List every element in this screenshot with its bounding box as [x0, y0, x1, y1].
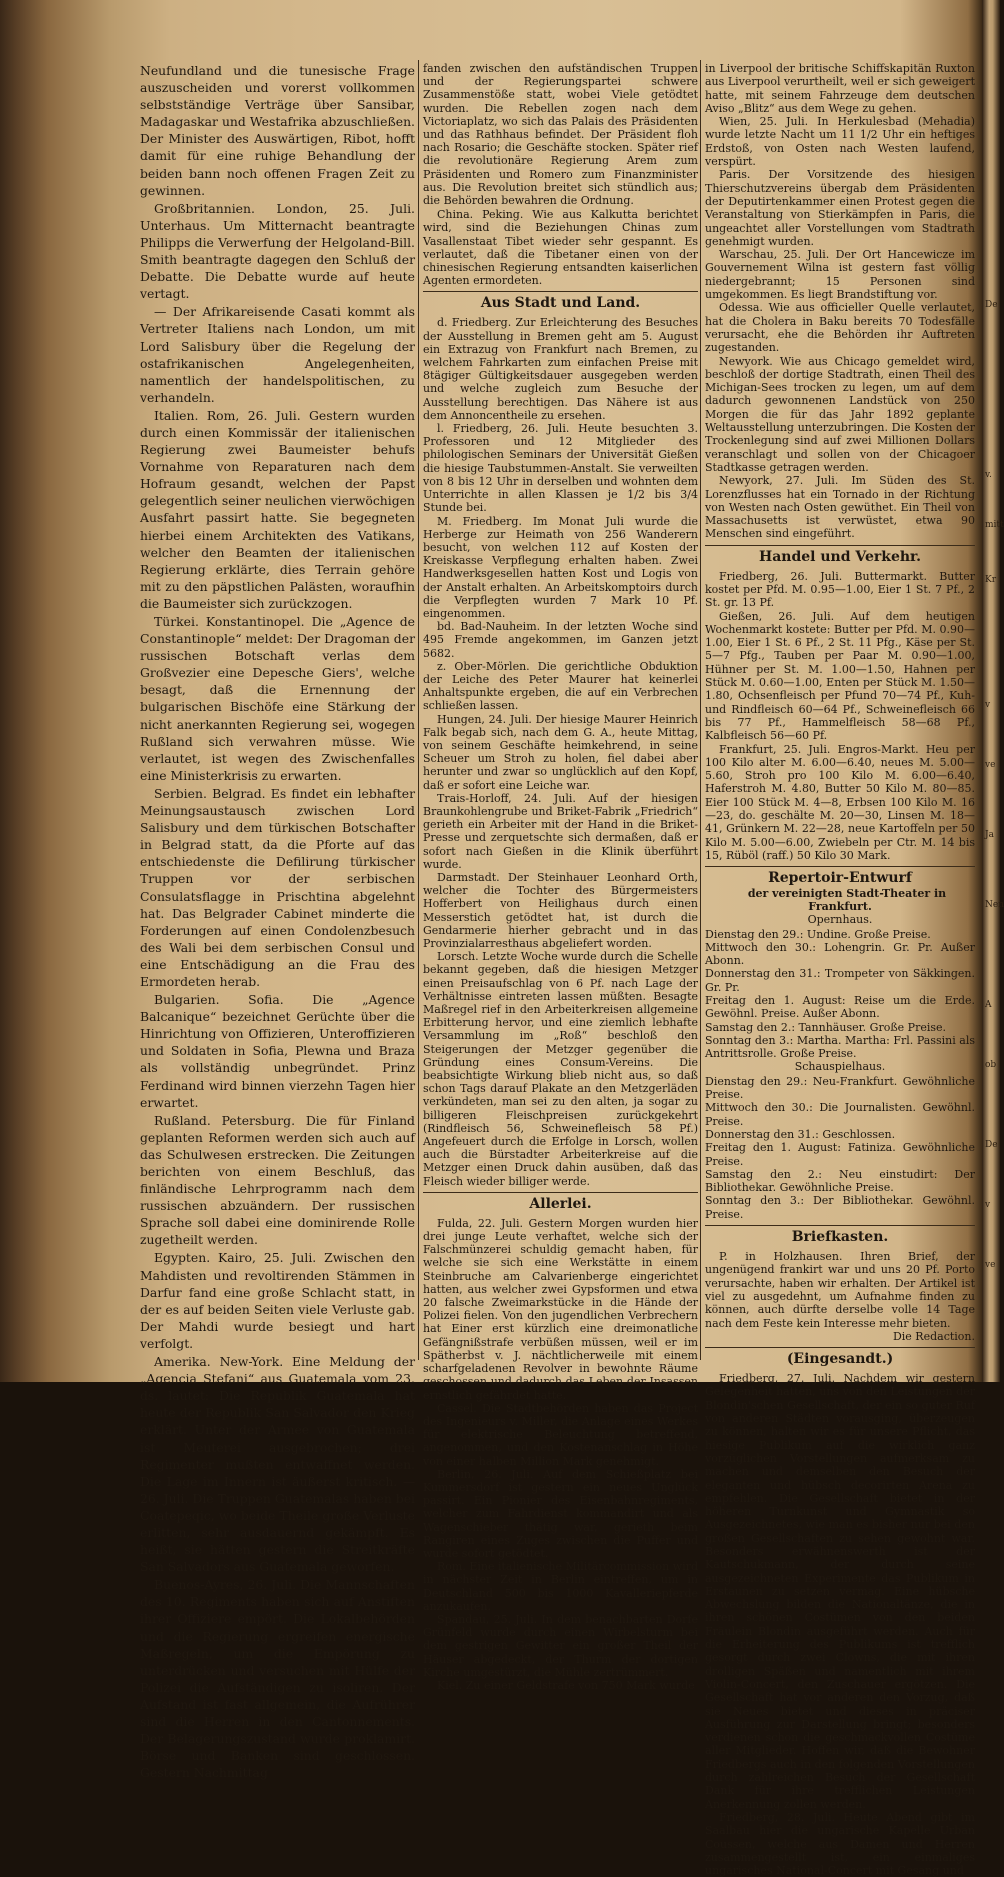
news-item: l. Friedberg, 26. Juli. Heute besuchten 3. Professoren und 12 Mitglieder des philologischen Seminars der Universität Gießen die hiesige Taubstummen-Anstalt. Sie verweilten von 8 bis 12 Uhr in derselben und wohnten dem Unterrichte in allen Klassen je 1/2 bis 3/4 Stunde bei.	[423, 422, 698, 515]
market-report: Frankfurt, 25. Juli. Engros-Markt. Heu per 100 Kilo alter M. 6.00—6.40, neues M. 5.00—5.60, Stroh pro 100 Kilo M. 6.00—6.40, Haferstroh M. 4.80, Butter 50 Kilo M. 80—85. Eier 100 Stück M. 4—8, Erbsen 100 Kilo M. 16—23, do. geschälte M. 20—30, Linsen M. 18—41, Grünkern M. 22—28, neue Kartoffeln per 50 Kilo M. 5.00—6.00, Zwiebeln per Ctr. M. 14 bis 15, Rüböl (raff.) 50 Kilo 30 Mark.	[705, 742, 975, 862]
news-item: Odessa. Wie aus officieller Quelle verlautet, hat die Cholera in Baku bereits 70 Todesfälle verursacht, ehe die Behörden ihr Auftreten zugestanden.	[705, 301, 975, 355]
article-paragraph: Großbritannien. London, 25. Juli. Unterhaus. Um Mitternacht beantragte Philipps die Verwerfung der Helgoland-Bill. Smith beantragte dagegen den Schluß der Debatte. Die Debatte wurde auf heute vertagt.	[140, 200, 415, 302]
schedule-entry: Mittwoch den 30.: Lohengrin. Gr. Pr. Außer Abonn.	[705, 940, 975, 968]
column-right	[705, 62, 975, 1877]
article-paragraph: China. Peking. Wie aus Kalkutta berichtet wird, sind die Beziehungen Chinas zum Vasallenstaat Tibet wieder sehr gespannt. Es verlautet, daß die Tibetaner einen von der chinesischen Regierung entsandten kaiserlichen Agenten ermordeten.	[423, 208, 698, 288]
section-heading-repertoire: Repertoir-Entwurf	[705, 866, 975, 887]
schedule-entry: Mittwoch den 30.: Die Journalisten. Gewöhnl. Preise.	[705, 1101, 975, 1128]
news-item: Darmstadt. Der Steinhauer Leonhard Orth, welcher die Tochter des Bürgermeisters Hofferbert von Heilighaus durch einen Messerstich getödtet hat, ist durch die Gendarmerie hierher gebracht und in das Provinzialarresthaus abgeliefert worden.	[423, 870, 698, 950]
news-item: Rom. Eine italienische Militärcommission wird in nächster Zeit in Berlin eintreffen, um in Deutschland 500 bis 1000 Kavalleriepferde anzukaufen.	[423, 1560, 698, 1613]
article-paragraph: Buenos-Ayres, 26. Juli. Die Mannschaften des 10. Regiments haben sich auf Anstiften ihrer Offiziere empört. Die Lokalbehörden und die Regierung ergreifen energische Maßregeln, um die Empörung zu unterdrücken und versuchen mit Hülfe der Polizei die Aufständigen zu isoliren. Der Aufstand ist fast allgemein, die Aufrührer sind die Herren in den Cantonnements. Der Belagerungszustand wurde proklamirt. Börse und Banken sind geschlossen. Gestern Nachmittag	[140, 1577, 415, 1781]
article-paragraph: Bulgarien. Sofia. Die „Agence Balcanique“ bezeichnet Gerüchte über die Hinrichtung von Offizieren, Unteroffizieren und Soldaten in Sofia, Plewna und Braza als vollständig unbegründet. Prinz Ferdinand wird binnen vierzehn Tagen hier erwartet.	[140, 992, 415, 1110]
article-paragraph: Türkei. Konstantinopel. Die „Agence de Constantinople“ meldet: Der Dragoman der russischen Botschaft verlas dem Großvezier eine Depesche Giers', welche besagt, daß die Ernennung der bulgarischen Bischöfe eine Stärkung der nicht anerkannten Regierung sei, wogegen Rußland sich verwahren müsse. Wie verlautet, ist wegen des Zwischenfalles eine Ministerkrisis zu erwarten.	[140, 614, 415, 783]
letter-reply: P. in Holzhausen. Ihren Brief, der ungenügend frankirt war und uns 20 Pf. Porto verursachte, haben wir erhalten. Der Artikel ist viel zu ausgedehnt, um Aufnahme finden zu können, auch dürfte derselbe volle 14 Tage nach dem Feste kein Interesse mehr bieten.	[705, 1250, 975, 1330]
reader-submission: Friedberg, 27. Juli. Nachdem wir gestern Gelegenheit hatten, uns von den Leistungen der Blondin'schen Gesellschaft, der ein so guter Ruf von anderen Städten vorausging, überzeugen zu können, halten wir es für unsere Pflicht, das hiesige Publikum auf die wirklich ganz vorzüglichen Vorstellungen aufmerksam zu machen und demselben den Besuch der eleganten und hübsch decorirten Arena zu empfehlen. Die Gesellschaft bietet in der höheren Turnkunst und Gymnastik so Ausgezeichnetes, wie man es bisher nur bei den großen Gesellschaften zu sehen gewohnt war. Besonders erwähnenswerth ist der Kautschukmann, der durch seine ausgezeichneten Experimente das Publikum in Erstaunen zu setzen vermag. Eine hübsche Abwechslung bilden die Nationaltänze, die in ihren schönen Costümen von den beiden Fräulein Blondin ausgeführt werden. Auch für die Erheiterung des Publikums ist trefflich gesorgt durch zwei Clowns, die mit ihren drolligen Späßen und namentlich mit ihrem Violin-Concert, den Zuschauer ergötzen. Die Gesellschaft hat vor anderen den Vorzug, daß sie Neues bietet und dieses in präciser Ausführung zur Darstellung bringt; besonders verdienen schon die geschmackvollen Costüme aller Mitglieder. Hoffen wir, daß die Bewohner Friedbergs auch in den folgenden Vorstellungen durch zahlreichen Besuch der Gesellschaft Dank für ihre trefflichen Leistungen Anerkennung zollen werden.	[705, 1372, 975, 1811]
reader-submission: Friedberg, 28. Juli. Heute Abend gibt im Saalbau hier die ungarische Kapelle Urban Coussen, welche aus Damen und Herren zusammengestellt ist, ein einmaliges ungarisches National-Concert mit Gesang und	[705, 1810, 975, 1877]
news-item: Kiel. Zu einer Geldstrafe von 750 Mark wurde	[437, 1678, 695, 1692]
edge-text-fragment: v.	[985, 470, 992, 480]
article-paragraph: — Der Afrikareisende Casati kommt als Vertreter Italiens nach London, um mit Lord Salisbury über die Regelung der ostafrikanischen Angelegenheiten, namentlich der handelspolitischen, zu verhandeln.	[140, 304, 415, 405]
edge-text-fragment: De	[985, 1140, 998, 1150]
article-paragraph: Italien. Rom, 26. Juli. Gestern wurden durch einen Kommissär der italienischen Regierung zwei Baumeister behufs Vornahme von Reparaturen nach dem Hofraum gesandt, welchen der Papst gelegentlich seiner neulichen vierwöchigen Ausfahrt passirt hatte. Sie begegneten hierbei einem Architekten des Vatikans, welcher den Beamten der italienischen Regierung erklärte, dies Terrain gehöre mit zu den päpstlichen Palästen, woraufhin die Baumeister sich zurückzogen.	[140, 407, 415, 611]
news-item: Hungen, 24. Juli. Der hiesige Maurer Heinrich Falk begab sich, nach dem G. A., heute Mittag, von seinem Geschäfte heimkehrend, in seine Scheuer um Stroh zu holen, fiel dabei aber herunter und zwar so unglücklich auf den Kopf, daß er sofort eine Leiche war.	[423, 712, 698, 792]
edge-text-fragment: Nen	[985, 900, 1004, 910]
news-item: z. Ober-Mörlen. Die gerichtliche Obduktion der Leiche des Peter Maurer hat keinerlei Anhaltspunkte ergeben, die auf ein Verbrechen schließen lassen.	[423, 659, 698, 713]
news-item: Berlin, 26. Juli. Auf dem Schießplatz bei Kummersdorf ist gestern ein neues Unglück passirt. Ein Pionier des Eisenbahnregiments, welcher zum Fahrdienst kommandirt und als Wagenschieber thätig war, gerieth beim Rangiren eines Zuges zwischen die Puffer und wurde sofort getödtet.	[423, 1467, 698, 1560]
column-rule	[700, 60, 701, 1360]
opera-house-label: Opernhaus.	[807, 913, 873, 927]
playhouse-label: Schauspielhaus.	[794, 1060, 886, 1074]
article-paragraph: Egypten. Kairo, 25. Juli. Zwischen den Mahdisten und revoltirenden Stämmen in Darfur fand eine große Schlacht statt, in der es auf beiden Seiten viele Verluste gab. Der Mahdi wurde besiegt und hart verfolgt.	[140, 1250, 415, 1351]
news-item: Paris. Der Vorsitzende des hiesigen Thierschutzvereins übergab dem Präsidenten der Deputirtenkammer einen Protest gegen die Veranstaltung von Stierkämpfen in Paris, die ungeachtet aller Vorstellungen vom Stadtrath genehmigt wurden.	[705, 168, 975, 248]
news-item: bd. Bad-Nauheim. In der letzten Woche sind 495 Fremde angekommen, im Ganzen jetzt 5682.	[423, 620, 698, 660]
news-item: in Liverpool der britische Schiffskapitän Ruxton aus Liverpool verurtheilt, weil er sich geweigert hatte, mit seinem Fahrzeuge dem deutschen Aviso „Blitz“ aus dem Wege zu gehen.	[705, 62, 975, 115]
article-paragraph: Neufundland und die tunesische Frage auszuscheiden und vorerst vollkommen selbstständige Verträge über Sansibar, Madagaskar und Westafrika abzuschließen. Der Minister des Auswärtigen, Ribot, hofft damit für eine ruhige Behandlung der beiden bann noch offenen Fragen Zeit zu gewinnen.	[140, 63, 415, 198]
news-item: d. Friedberg. Zur Erleichterung des Besuches der Ausstellung in Bremen geht am 5. August ein Extrazug von Frankfurt nach Bremen, zu welchem Fahrkarten zum einfachen Preise mit 8tägiger Gültigkeitsdauer ausgegeben werden und welche zugleich zum Besuche der Ausstellung berechtigen. Das Nähere ist aus dem Annoncentheile zu ersehen.	[423, 316, 698, 422]
repertoire-subtitle: der vereinigten Stadt-Theater in Frankfurt.	[747, 887, 947, 914]
column-rule	[418, 60, 419, 1360]
schedule-entry: Sonntag den 3.: Martha. Martha: Frl. Passini als Antrittsrolle. Große Preise.	[705, 1033, 975, 1061]
article-paragraph: Serbien. Belgrad. Es findet ein lebhafter Meinungsaustausch zwischen Lord Salisbury und dem türkischen Botschafter in Belgrad statt, da die Pforte auf das entschiedenste die Defilirung türkischer Truppen vor der serbischen Consulatsflagge in Prischtina abgelehnt hat. Das Belgrader Cabinet minderte die Forderungen auf einen Condolenzbesuch des Wali bei dem serbischen Consul und eine Entschädigung an die Frau des Ermordeten herab.	[140, 785, 415, 989]
news-item: Lorsch. Letzte Woche wurde durch die Schelle bekannt gegeben, daß die hiesigen Metzger einen Preisaufschlag von 6 Pf. nach Lage der Verhältnisse eintreten lassen müßten. Besagte Maßregel rief in den Arbeiterkreisen allgemeine Erbitterung hervor, und eine ziemlich lebhafte Versammlung im „Roß“ beschloß den Steigerungen der Metzger gegenüber die Gründung eines Consum-Vereins. Die beabsichtigte Wirkung blieb nicht aus, so daß schon Tags darauf Plakate an den Metzgerläden verkündeten, man sei zu den alten, ja sogar zu billigeren Fleischpreisen zurückgekehrt (Rindfleisch 56, Schweinefleisch 58 Pf.) Angefeuert durch die Erfolge in Lorsch, wollen auch die Bürstadter Arbeiterkreise auf die Metzger einen Druck dahin ausüben, daß das Fleisch wieder billiger werde.	[423, 950, 698, 1188]
edge-text-fragment: A	[985, 1000, 992, 1010]
schedule-entry: Sonntag den 3.: Der Bibliothekar. Gewöhnl. Preise.	[705, 1194, 975, 1221]
news-item: Newyork. Wie aus Chicago gemeldet wird, beschloß der dortige Stadtrath, einen Theil des Michigan-Sees trocken zu legen, um auf dem dadurch gewonnenen Landstück von 250 Morgen die für das Jahr 1892 geplante Weltausstellung unterzubringen. Die Kosten der Trockenlegung sind auf zwei Millionen Dollars veranschlagt und sollen von der Chicagoer Stadtkasse getragen werden.	[705, 354, 975, 474]
schedule-entry: Donnerstag den 31.: Trompeter von Säkkingen. Gr. Pr.	[705, 967, 975, 994]
column-middle	[423, 62, 698, 1692]
news-item: Fulda, 22. Juli. Gestern Morgen wurden hier drei junge Leute verhaftet, welche sich der Falschmünzerei schuldig gemacht haben, für welche sie sich eine Werkstätte in einem Steinbruche am Calvarienberge eingerichtet hatten, aus welcher zwei Gypsformen und etwa 20 falsche Zweimarkstücke in die Hände der Polizei fielen. Von den jugendlichen Verbrechern hat Einer erst kürzlich eine dreimonatliche Gefängnißstrafe verbüßen müssen, weil er im Spätherbst v. J. nächtlicherweile mit einem scharfgeladenen Revolver in bewohnte Räume geschossen und dadurch das Leben der Insassen ernstlich gefährdet hatte.	[423, 1216, 698, 1402]
section-heading-stadt-und-land: Aus Stadt und Land.	[423, 291, 698, 312]
market-report: Gießen, 26. Juli. Auf dem heutigen Wochenmarkt kostete: Butter per Pfd. M. 0.90—1.00, Eier 1 St. 6 Pf., 2 St. 11 Pfg., Käse per St. 5—7 Pfg., Tauben per Paar M. 0.90—1.00, Hühner per St. M. 1.00—1.50, Hahnen per Stück M. 0.60—1.00, Enten per Stück M. 1.50—1.80, Ochsenfleisch per Pfund 70—74 Pf., Kuh- und Rindfleisch 60—64 Pf., Schweinefleisch 66 bis 77 Pf., Hammelfleisch 58—68 Pf., Kalbfleisch 56—60 Pf.	[705, 609, 975, 743]
edge-text-fragment: ve	[985, 1260, 996, 1270]
article-paragraph: Rußland. Petersburg. Die für Finland geplanten Reformen werden sich auch auf das Schulwesen erstrecken. Die Zeitungen berichten von einem Beschluß, das finländische Lehrprogramm nach dem russischen abzuändern. Der russischen Sprache soll dabei eine dominirende Rolle zugetheilt werden.	[140, 1112, 415, 1248]
news-item: Trais-Horloff, 24. Juli. Auf der hiesigen Braunkohlengrube und Briket-Fabrik „Friedrich“ gerieth ein Arbeiter mit der Hand in die Briket-Presse und zerquetschte sich dermaßen, daß er sofort nach Gießen in die Klinik überführt wurde.	[423, 791, 698, 871]
edge-text-fragment: ob	[985, 1060, 997, 1070]
news-item: M. Friedberg. Im Monat Juli wurde die Herberge zur Heimath von 256 Wanderern besucht, von welchen 112 auf Kosten der Kreiskasse Verpflegung erhalten haben. Zwei Handwerksgesellen hatten Kost und Logis von der Anstalt erhalten. An Arbeitskomptoirs durch die Verpflegten wurden 7 Mark 10 Pf. eingenommen.	[423, 514, 698, 620]
schedule-entry: Samstag den 2.: Neu einstudirt: Der Bibliothekar. Gewöhnliche Preise.	[705, 1167, 975, 1195]
section-heading-handel: Handel und Verkehr.	[705, 545, 975, 566]
schedule-entry: Donnerstag den 31.: Geschlossen.	[705, 1127, 896, 1141]
edge-text-fragment: v	[985, 1200, 991, 1210]
editor-signature: Die Redaction.	[892, 1329, 975, 1343]
market-report: Friedberg, 26. Juli. Buttermarkt. Butter kostet per Pfd. M. 0.95—1.00, Eier 1 St. 7 Pf., 2 St. gr. 13 Pf.	[705, 569, 975, 610]
edge-text-fragment: mitt	[985, 520, 1004, 530]
schedule-entry: Freitag den 1. August: Reise um die Erde. Gewöhnl. Preise. Außer Abonn.	[705, 994, 975, 1021]
edge-text-fragment: v	[985, 700, 991, 710]
edge-text-fragment: Ja	[985, 830, 994, 840]
news-item: Wien, 25. Juli. In Herkulesbad (Mehadia) wurde letzte Nacht um 11 1/2 Uhr ein heftiges Erdstoß, von Osten nach Westen laufend, verspürt.	[705, 115, 975, 169]
edge-text-fragment: De	[985, 300, 998, 310]
schedule-entry: Dienstag den 29.: Neu-Frankfurt. Gewöhnliche Preise.	[705, 1074, 975, 1102]
section-heading-allerlei: Allerlei.	[423, 1192, 698, 1213]
edge-text-fragment: Kr	[985, 575, 997, 585]
news-item: Cassel. Die Stadtbehörden haben das Project des Ingenieurs v. Miller, die Anlage eines Werkes für elektrische Beleuchtung betreffend, angenommen, und den Kostenanschlag in Höhe von einer halben Million Mark genehmigt.	[423, 1401, 698, 1468]
column-left	[140, 62, 415, 1781]
binding-edge	[982, 0, 1004, 1382]
edge-text-fragment: ve	[985, 760, 996, 770]
news-item: Newyork, 27. Juli. Im Süden des St. Lorenzflusses hat ein Tornado in der Richtung von Westen nach Osten gewüthet. Ein Theil von Massachusetts ist verwüstet, etwa 90 Menschen sind eingeführt.	[705, 474, 975, 541]
news-item: Spandau, 25. Juli. In dem benachbarten Dorfe Grünfeld wurde durch einen Wirbelsturm bei dem gestrigen Gewitter ein großer Theil der Häuser abgedeckt, der Thurm der dortigen Kirche umgestürzt, die Mühle zertrümmert.	[423, 1612, 698, 1679]
schedule-entry: Samstag den 2.: Tannhäuser. Große Preise.	[705, 1020, 947, 1034]
article-paragraph: Amerika. New-York. Eine Meldung der „Agencia Stefani“ aus Guatemala vom 23. ds. lautet: Die Republik Guatemala hat heute der Republik San Salvador den Krieg erklärt. Unter der Armee von Guatemala ist Meuterei ausgebrochen; drei Regimenter mußten entwaffnet werden. Die Lage im Innern ist äußerst kritisch. — 26. Juli. Die Truppen Guatemalas haben bei Coatepeqic, wo beide Theile große Verluste erlitten, sehr ausdauernd gekämpft. Es heißt, sie hätten gestern die Streitkräfte San Salvadors aus Guatemala geworfen.	[140, 1354, 415, 1575]
article-paragraph: fanden zwischen den aufständischen Truppen und der Regierungspartei schwere Zusammenstöße statt, wobei Viele getödtet wurden. Die Rebellen zogen nach dem Victoriaplatz, wo sich das Palais des Präsidenten und das Rathhaus befindet. Der Präsident floh nach Rosario; die Geschäfte stocken. Später rief die revolutionäre Regierung Arem zum Präsidenten und Romero zum Finanzminister aus. Die Revolution breitet sich stündlich aus; die Behörden bewahren die Ordnung.	[423, 62, 698, 208]
section-heading-eingesandt: (Eingesandt.)	[705, 1347, 975, 1368]
section-heading-briefkasten: Briefkasten.	[705, 1225, 975, 1246]
schedule-entry: Dienstag den 29.: Undine. Große Preise.	[705, 927, 931, 941]
schedule-entry: Freitag den 1. August: Fatiniza. Gewöhnliche Preise.	[705, 1141, 975, 1168]
news-item: Warschau, 25. Juli. Der Ort Hancewicze im Gouvernement Wilna ist gestern fast völlig niedergebrannt; 15 Personen sind umgekommen. Es liegt Brandstiftung vor.	[705, 248, 975, 302]
